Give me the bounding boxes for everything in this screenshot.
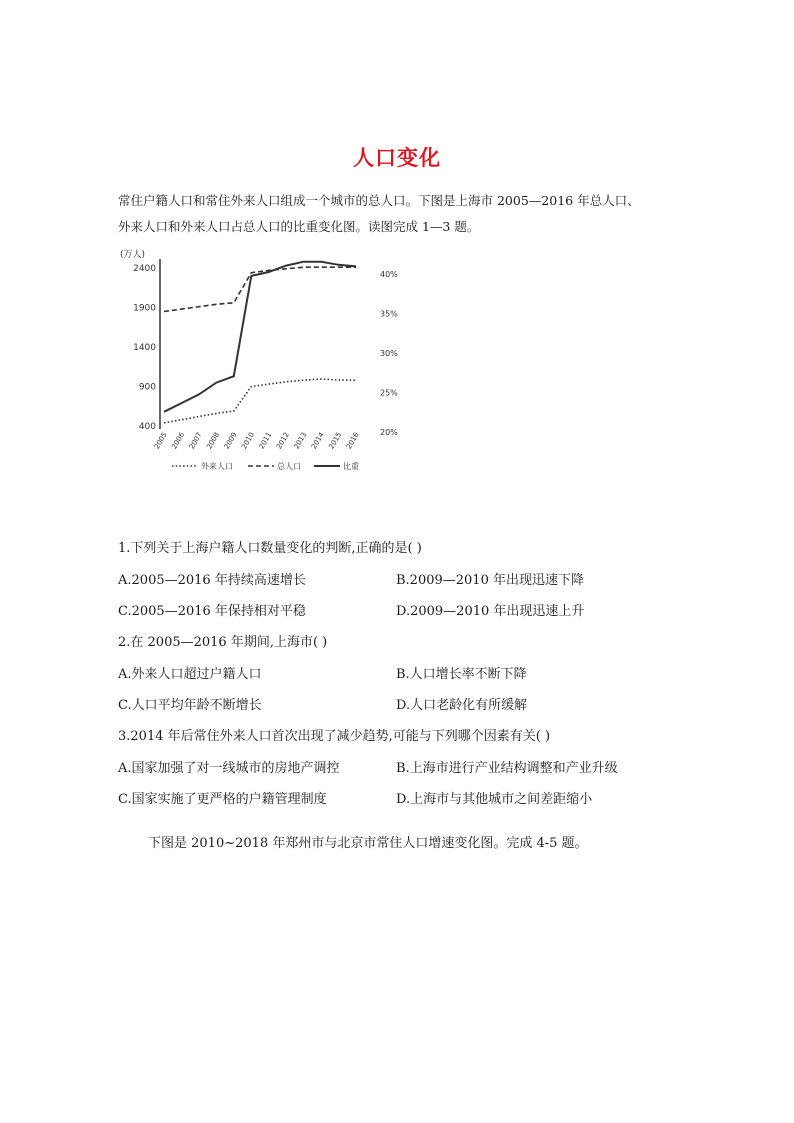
option-b: B.上海市进行产业结构调整和产业升级	[396, 761, 618, 776]
option-b: B.人口增长率不断下降	[396, 667, 527, 682]
question-stem: 2.在 2005—2016 年期间,上海市( )	[118, 635, 328, 650]
legend-label: 总人口	[277, 462, 301, 471]
legend-label: 比重	[343, 462, 359, 471]
legend-label: 外来人口	[201, 462, 233, 471]
x-tick-label: 2013	[292, 431, 309, 451]
x-tick-label: 2016	[344, 431, 361, 451]
x-tick-label: 2005	[152, 431, 169, 451]
x-tick-label: 2012	[275, 431, 291, 451]
x-tick-label: 2008	[205, 431, 222, 451]
next-section-text: 下图是 2010~2018 年郑州市与北京市常住人口增速变化图。完成 4-5 题。	[148, 836, 588, 851]
legend	[172, 461, 359, 471]
y2-tick-label: 25%	[380, 388, 398, 398]
y-tick-label: 1900	[133, 303, 156, 314]
question-stem: 1.下列关于上海户籍人口数量变化的判断,正确的是( )	[118, 541, 422, 556]
page-title: 人口变化	[353, 145, 441, 170]
y2-tick-label: 30%	[380, 349, 398, 358]
option-b: B.2009—2010 年出现迅速下降	[396, 573, 584, 588]
option-a: A.国家加强了对一线城市的房地产调控	[118, 761, 340, 776]
y2-tick-label: 40%	[380, 270, 398, 279]
option-d: D.上海市与其他城市之间差距缩小	[396, 792, 593, 807]
option-d: D.人口老龄化有所缓解	[396, 698, 528, 713]
y2-axis-ticks	[380, 270, 398, 437]
series-lines	[164, 262, 356, 423]
x-tick-label: 2010	[240, 431, 257, 451]
question-stem: 3.2014 年后常住外来人口首次出现了减少趋势,可能与下列哪个因素有关( )	[118, 729, 551, 744]
intro-line: 常住户籍人口和常住外来人口组成一个城市的总人口。下图是上海市 2005—2016 年总人口、	[118, 193, 640, 208]
option-c: C.人口平均年龄不断增长	[118, 698, 262, 713]
y-tick-label: 1400	[133, 343, 156, 353]
x-tick-label: 2015	[327, 431, 344, 451]
y2-tick-label: 20%	[380, 428, 398, 437]
y-tick-label: 400	[138, 422, 156, 432]
intro-line: 外来人口和外来人口占总人口的比重变化图。读图完成 1—3 题。	[118, 219, 480, 234]
x-tick-label: 2014	[309, 431, 326, 451]
y-axis-unit-label: (万人)	[120, 250, 146, 260]
x-tick-label: 2011	[257, 431, 274, 451]
option-a: A.2005—2016 年持续高速增长	[118, 573, 306, 588]
y2-tick-label: 35%	[380, 309, 398, 319]
y-tick-label: 2400	[133, 264, 156, 274]
option-c: C.2005—2016 年保持相对平稳	[118, 604, 306, 619]
intro-paragraph	[118, 188, 698, 240]
option-c: C.国家实施了更严格的户籍管理制度	[118, 792, 327, 807]
x-tick-label: 2006	[170, 431, 187, 451]
y-tick-label: 900	[138, 382, 156, 393]
series-line	[164, 379, 356, 423]
series-line	[164, 262, 356, 412]
option-d: D.2009—2010 年出现迅速上升	[396, 604, 585, 619]
x-axis-ticks	[153, 431, 361, 451]
option-a: A.外来人口超过户籍人口	[118, 667, 262, 682]
y-axis-ticks	[133, 264, 156, 432]
x-tick-label: 2009	[222, 431, 239, 451]
x-tick-label: 2007	[187, 431, 204, 451]
population-chart	[118, 243, 408, 483]
